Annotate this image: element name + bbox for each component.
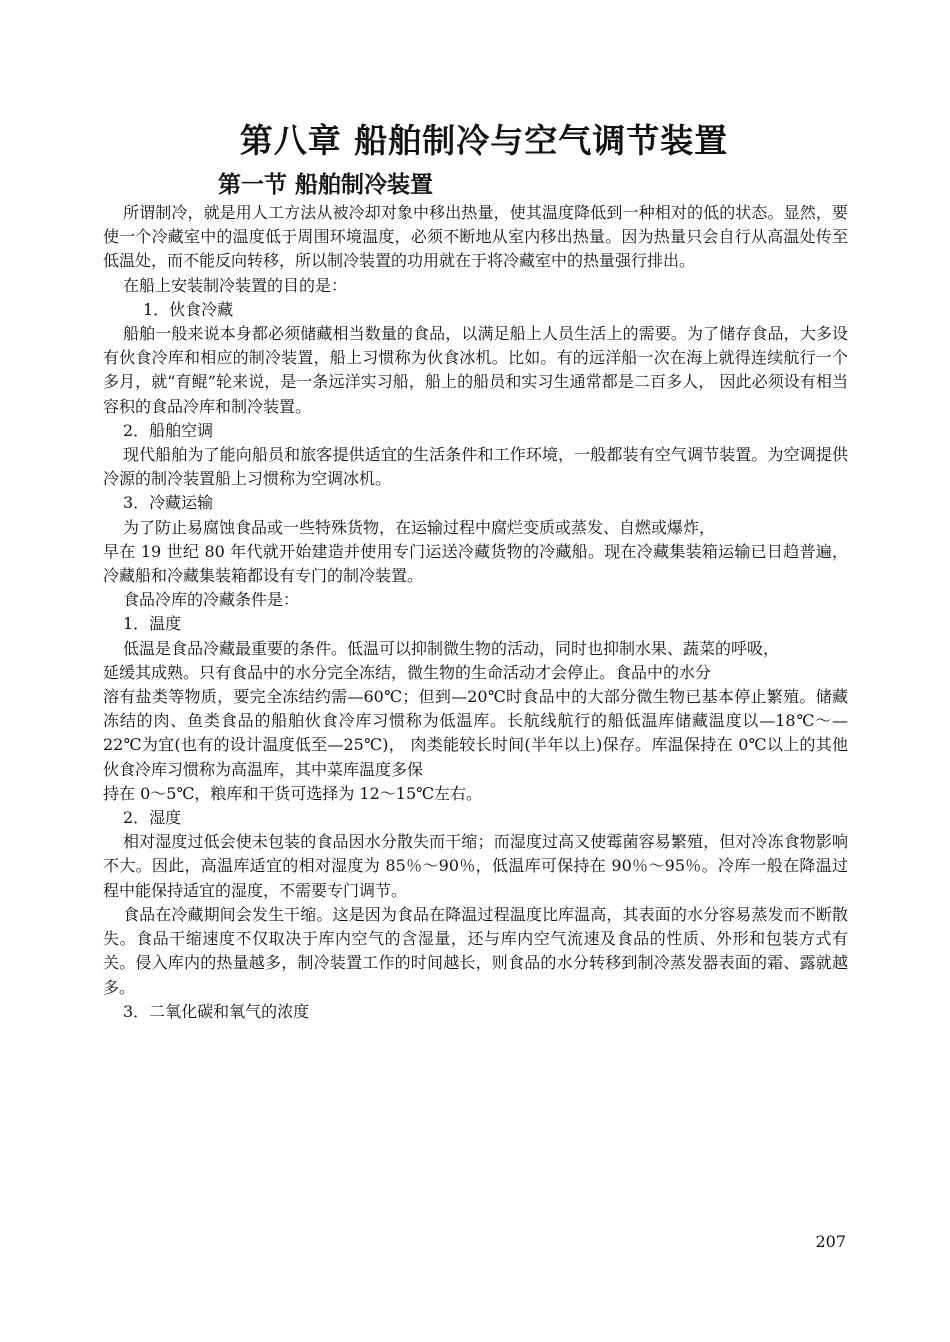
paragraph: 食品冷库的冷藏条件是： bbox=[123, 590, 300, 610]
paragraph: 船舶一般来说本身都必须储藏相当数量的食品，以满足船上人员生活上的需要。为了储存食品，大多设有伙食冷库和相应的制冷装置，船上习惯称为伙食冰机。比如。有的远洋船一次在海上就得连续航行一个多月，就“育鲲”轮来说，是一条远洋实习船，船上的船员和实习生通常都是二百多人， 因此必须设有相当容积的食品冷库和制冷装置。 bbox=[103, 324, 848, 416]
paragraph: 低温是食品冷藏最重要的条件。低温可以抑制微生物的活动，同时也抑制水果、蔬菜的呼吸， bbox=[123, 638, 780, 658]
page-number: 207 bbox=[815, 1232, 846, 1251]
paragraph: 相对湿度过低会使未包装的食品因水分散失而干缩；而湿度过高又使霉菌容易繁殖，但对冷冻食物影响不大。因此，高温库适宜的相对湿度为 85％～90％，低温库可保持在 90％～95％。冷库一般在降温过程中能保持适宜的湿度，不需要专门调节。 bbox=[103, 832, 848, 900]
list-heading: 2．船舶空调 bbox=[123, 420, 214, 440]
paragraph: 延缓其成熟。只有食品中的水分完全冻结，微生物的生命活动才会停止。食品中的水分 bbox=[103, 662, 712, 682]
paragraph: 所谓制冷，就是用人工方法从被冷却对象中移出热量，使其温度降低到一种相对的低的状态。显然，要使一个冷藏室中的温度低于周围环境温度，必须不断地从室内移出热量。因为热量只会自行从高温处传至低温处，而不能反向转移，所以制冷装置的功用就在于将冷藏室中的热量强行排出。 bbox=[103, 203, 848, 271]
paragraph: 食品在冷藏期间会发生干缩。这是因为食品在降温过程温度比库温高，其表面的水分容易蒸发而不断散失。食品干缩速度不仅取决于库内空气的含湿量，还与库内空气流速及食品的性质、外形和包装方式有关。侵入库内的热量越多，制冷装置工作的时间越长，则食品的水分转移到制冷蒸发器表面的霜、露就越多。 bbox=[103, 904, 848, 997]
chapter-title: 第八章 船舶制冷与空气调节装置 bbox=[239, 121, 729, 160]
list-heading: 2．湿度 bbox=[123, 808, 182, 828]
paragraph: 现代船舶为了能向船员和旅客提供适宜的生活条件和工作环境，一般都装有空气调节装置。为空调提供冷源的制冷装置船上习惯称为空调冰机。 bbox=[103, 445, 848, 489]
body-text bbox=[103, 201, 848, 1024]
section-title: 第一节 船舶制冷装置 bbox=[218, 171, 434, 198]
list-heading: 1．温度 bbox=[123, 614, 182, 634]
paragraph: 溶有盐类等物质，要完全冻结约需—60℃；但到—20℃时食品中的大部分微生物已基本停止繁殖。储藏冻结的肉、鱼类食品的船舶伙食冷库习惯称为低温库。长航线航行的船低温库储藏温度以—18℃～—22℃为宜(也有的设计温度低至—25℃)， 肉类能较长时间(半年以上)保存。库温保持在 0℃以上的其他伙食冷库习惯称为高温库，其中菜库温度多保 bbox=[103, 687, 848, 779]
paragraph: 早在 19 世纪 80 年代就开始建造并使用专门运送冷藏货物的冷藏船。现在冷藏集装箱运输已日趋普遍，冷藏船和冷藏集装箱都设有专门的制冷装置。 bbox=[103, 541, 848, 586]
list-heading: 3．二氧化碳和氧气的浓度 bbox=[123, 1001, 310, 1021]
paragraph: 为了防止易腐蚀食品或一些特殊货物，在运输过程中腐烂变质或蒸发、自燃或爆炸， bbox=[123, 517, 716, 537]
list-heading: 3．冷藏运输 bbox=[123, 493, 214, 513]
list-heading: 1．伙食冷藏 bbox=[143, 299, 234, 319]
paragraph: 持在 0～5℃，粮库和干货可选择为 12～15℃左右。 bbox=[103, 783, 483, 803]
paragraph: 在船上安装制冷装置的目的是： bbox=[123, 275, 348, 295]
